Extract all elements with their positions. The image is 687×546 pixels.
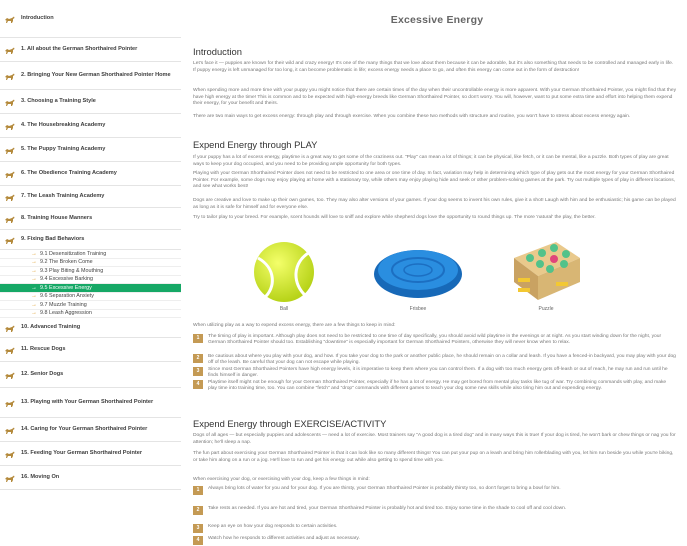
- play-paragraph-2: Playing with your German Shorthaired Pointer does not need to be restricted to one area or one time of day. In fact, variation may help in determining which type of play gets out the most energy for your German Shorthaired Pointer. For example, some dogs may enjoy playing at home with a stationary toy, while others may enjoy playing hide and seek or other problem-solving games at the park. Try out multiple types of play in different locations, and see what works best!: [193, 171, 676, 190]
- sidebar-item[interactable]: [0, 362, 181, 388]
- sidebar-item[interactable]: [0, 442, 181, 466]
- number-badge: 3: [193, 367, 203, 376]
- dog-icon: [4, 215, 15, 224]
- arrow-right-icon: →: [31, 310, 37, 317]
- dog-icon: [4, 170, 15, 179]
- number-badge: 1: [193, 486, 203, 495]
- dog-icon: [4, 426, 15, 435]
- list-item-text: Watch how he responds to different activities and adjust as necessary.: [208, 536, 360, 541]
- ball-figure: [252, 236, 316, 312]
- sidebar-item[interactable]: [0, 162, 181, 186]
- sidebar-item[interactable]: [0, 466, 181, 490]
- sidebar-item[interactable]: [0, 208, 181, 230]
- numbered-list-item: [193, 506, 677, 518]
- numbered-list-item: [193, 486, 677, 498]
- dog-icon: [4, 236, 15, 245]
- number-badge: 3: [193, 524, 203, 533]
- sidebar-subitem[interactable]: [0, 276, 181, 285]
- main-content: [192, 0, 682, 546]
- list-item-text: Playtime itself might not be enough for your German Shorthaired Pointer, especially if he has a lot of energy. He may get bored from mental play tasks like tug of war. Try combining commands with play, and make play time into training time, too. You can combine "fetch" and "drop" commands with different games to teach your dog some new skills while also tiring him out and expending energy.: [208, 380, 667, 392]
- intro-paragraph-2: When spending more and more time with your puppy you might notice that there are certain times of the day when their uncontrollable energy is more apparent. With your German Shorthaired Pointer, you might find that they have high energy at the time! This is common and to be expected with high-energy breeds like German Shorthaired Pointer, so don't worry. You will, however, want to put some extra time and effort into helping them expend their energy, for your benefit and theirs.: [193, 88, 677, 107]
- arrow-right-icon: →: [31, 293, 37, 300]
- arrow-right-icon: →: [31, 301, 37, 308]
- sidebar-item-label: 8. Training House Manners: [21, 214, 93, 221]
- sidebar-item-label: 9. Fixing Bad Behaviors: [21, 235, 85, 242]
- sidebar-item[interactable]: [0, 138, 181, 162]
- sidebar-item[interactable]: [0, 90, 181, 114]
- frisbee-figure: [372, 240, 464, 312]
- sidebar-subitem-label: 9.4 Excessive Barking: [40, 276, 94, 283]
- arrow-right-icon: →: [31, 276, 37, 283]
- sidebar-item-label: 5. The Puppy Training Academy: [21, 145, 106, 152]
- arrow-right-icon: →: [31, 284, 37, 291]
- sidebar-item[interactable]: [0, 0, 181, 38]
- sidebar-subitem-label: 9.2 The Broken Come: [40, 259, 93, 266]
- sidebar-subitem[interactable]: [0, 293, 181, 302]
- sidebar-item[interactable]: [0, 418, 181, 442]
- sidebar-subitem-label: 9.7 Muzzle Training: [40, 301, 87, 308]
- figure-caption: Puzzle: [538, 306, 554, 312]
- numbered-list-item: [193, 367, 677, 379]
- exercise-heading: Expend Energy through EXERCISE/ACTIVITY: [193, 418, 387, 429]
- intro-paragraph-3: There are two main ways to get excess energy: through play and through exercise. When you combine these two methods with structure and routine, you won't have to stress about excess energy again.: [193, 114, 631, 119]
- sidebar-item[interactable]: [0, 38, 181, 62]
- sidebar-subitem-label: 9.8 Leash Aggression: [40, 310, 92, 317]
- puzzle-toy-icon: [510, 238, 582, 304]
- sidebar-item[interactable]: [0, 186, 181, 208]
- page-title: Excessive Energy: [390, 14, 484, 26]
- sidebar-subitem[interactable]: [0, 250, 181, 259]
- sidebar-item-label: 6. The Obedience Training Academy: [21, 169, 117, 176]
- list-item-text: Be cautious about where you play with your dog, and how. If you take your dog to the park or another public place, he should remain on a collar and leash. If you have a fenced-in backyard, you may play with your dog off of the leash. Be careful that your dog can not escape while playing.: [208, 354, 676, 366]
- number-badge: 1: [193, 334, 203, 343]
- sidebar-item-label: Introduction: [21, 14, 54, 21]
- sidebar-item[interactable]: [0, 388, 181, 418]
- number-badge: 2: [193, 354, 203, 363]
- sidebar-item-label: 7. The Leash Training Academy: [21, 192, 105, 199]
- dog-icon: [4, 324, 15, 333]
- dog-icon: [4, 46, 15, 55]
- sidebar-item-label: 15. Feeding Your German Shorthaired Pointer: [21, 449, 143, 456]
- figure-caption: Ball: [279, 306, 289, 312]
- dog-icon: [4, 346, 15, 355]
- exercise-paragraph-1: Dogs of all ages — but especially puppies and adolescents — need a lot of exercise. Most trainers say "A good dog is a tired dog" and in many ways this is true! If your dog is tired, he won't bark or chew things or nag you for attention; he'll sleep a nap.: [193, 433, 676, 445]
- list-item-text: Take rests as needed. If you are hot and tired, your German Shorthaired Pointer is probably hot and tired too. Enjoy some time in the shade to cool off and cool down.: [208, 506, 567, 511]
- sidebar-item-label: 1. All about the German Shorthaired Pointer: [21, 45, 138, 52]
- dog-icon: [4, 450, 15, 459]
- frisbee-icon: [372, 240, 464, 302]
- sidebar: [0, 0, 181, 546]
- dog-icon: [4, 399, 15, 408]
- play-paragraph-3: Dogs are creative and love to make up their own games, too. They may also alter versions of your games. If your dog seems to invent his own rules, give it a shot! Laugh with him and be enthusiastic; his game can be played as long as it is safe for himself and for everyone else.: [193, 198, 676, 210]
- number-badge: 2: [193, 506, 203, 515]
- numbered-list-item: [193, 524, 677, 536]
- dog-icon: [4, 72, 15, 81]
- numbered-list-item: [193, 334, 677, 346]
- number-badge: 4: [193, 380, 203, 389]
- dog-icon: [4, 122, 15, 131]
- puzzle-figure: [510, 238, 582, 312]
- sidebar-item-label: 12. Senior Dogs: [21, 370, 64, 377]
- play-paragraph-1: If your puppy has a lot of excess energy, playtime is a great way to get some of the craziness out. "Play" can mean a lot of things; it can be physical, like fetch, or it can be mental, like a puzzle. Both types of play are great ways to keep your dog occupied, and you need to be providing ample opportunity for both types.: [193, 155, 669, 167]
- numbered-list-item: [193, 380, 677, 392]
- dog-icon: [4, 193, 15, 202]
- sidebar-item-label: 16. Moving On: [21, 473, 60, 480]
- sidebar-subitem-label: 9.1 Desensitization Training: [40, 250, 107, 257]
- sidebar-item-label: 13. Playing with Your German Shorthaired Pointer: [21, 398, 154, 405]
- sidebar-subitem-label: 9.6 Separation Anxiety: [40, 293, 94, 300]
- dog-icon: [4, 371, 15, 380]
- sidebar-subitem[interactable]: [0, 267, 181, 276]
- sidebar-item-label: 4. The Housebreaking Academy: [21, 121, 106, 128]
- sidebar-item-label: 14. Caring for Your German Shorthaired Pointer: [21, 425, 148, 432]
- exercise-paragraph-3: When exercising your dog, or exercising with your dog, keep a few things in mind:: [193, 477, 370, 482]
- sidebar-subitem[interactable]: [0, 301, 181, 310]
- arrow-right-icon: →: [31, 250, 37, 257]
- sidebar-item-label: 11. Rescue Dogs: [21, 345, 66, 352]
- play-heading: Expend Energy through PLAY: [193, 139, 318, 150]
- figure-caption: Frisbee: [409, 306, 427, 312]
- play-paragraph-4: Try to tailor play to your breed. For example, scent hounds will love to sniff and explore while shepherd dogs love the opportunity to round things up. The more 'natural' the play, the better.: [193, 215, 596, 220]
- sidebar-item[interactable]: [0, 114, 181, 138]
- sidebar-subitem-label: 9.5 Excessive Energy: [40, 284, 92, 291]
- dog-icon: [4, 474, 15, 483]
- sidebar-subitem[interactable]: [0, 310, 181, 319]
- sidebar-subitem-label: 9.3 Play Biting & Mouthing: [40, 267, 104, 274]
- arrow-right-icon: →: [31, 267, 37, 274]
- numbered-list-item: [193, 354, 677, 366]
- sidebar-item[interactable]: [0, 62, 181, 90]
- list-item-text: Keep an eye on how your dog responds to certain activities.: [208, 524, 338, 529]
- dog-icon: [4, 98, 15, 107]
- sidebar-item-label: 10. Advanced Training: [21, 323, 81, 330]
- sidebar-item-label: 3. Choosing a Training Style: [21, 97, 96, 104]
- sidebar-subitem[interactable]: [0, 284, 181, 293]
- sidebar-item[interactable]: [0, 230, 181, 250]
- exercise-paragraph-2: The fun part about exercising your German Shorthaired Pointer is that it can look like so many different things! You can put your pup on a leash and bring him rollerblading with you, let him run beside you while you're biking, or take him along on a run or a jog. He'll love to run and get his energy out while also getting to spend time with you.: [193, 451, 674, 463]
- sidebar-item-label: 2. Bringing Your New German Shorthaired Pointer Home: [21, 71, 171, 78]
- numbered-list-item: [193, 536, 677, 546]
- sidebar-item[interactable]: [0, 338, 181, 362]
- number-badge: 4: [193, 536, 203, 545]
- intro-paragraph-1: Let's face it — puppies are known for their wild and crazy energy! It's one of the many things that we love about them because it can be adorable, but it's also something that needs to be controlled and managed early in life. If puppy energy is left unmanaged for too long, it can become problematic in life; excess energy needs a place to go, and often this energy can come out in the form of destruction!: [193, 61, 674, 73]
- dog-icon: [4, 146, 15, 155]
- arrow-right-icon: →: [31, 259, 37, 266]
- list-item-text: Since most German Shorthaired Pointers have high energy levels, it is imperative to keep them where you can control them. If a dog with too much energy gets off-leash or out of reach, he may run and run until he finds himself in danger.: [208, 367, 668, 379]
- tennis-ball-icon: [252, 236, 316, 306]
- sidebar-subitem[interactable]: [0, 259, 181, 268]
- list-item-text: Always bring lots of water for you and for your dog. If you are thirsty, your German Shorthaired Pointer is probably thirsty too, so don't forget to bring a bowl for him.: [208, 486, 561, 491]
- sidebar-item[interactable]: [0, 318, 181, 338]
- list-item-text: The timing of play is important. Although play does not need to be restricted to one time of day specifically, you should avoid wild playtime in the evenings or at night. As you start winding down for the night, your German Shorthaired Pointer should too. Establishing "downtime" is especially important for German Shorthaired Pointers, otherwise they will never know when to relax.: [208, 334, 662, 346]
- dog-icon: [4, 15, 15, 24]
- intro-heading: Introduction: [193, 46, 242, 57]
- utilizing-intro: When utilizing play as a way to expend excess energy, there are a few things to keep in mind:: [193, 323, 396, 328]
